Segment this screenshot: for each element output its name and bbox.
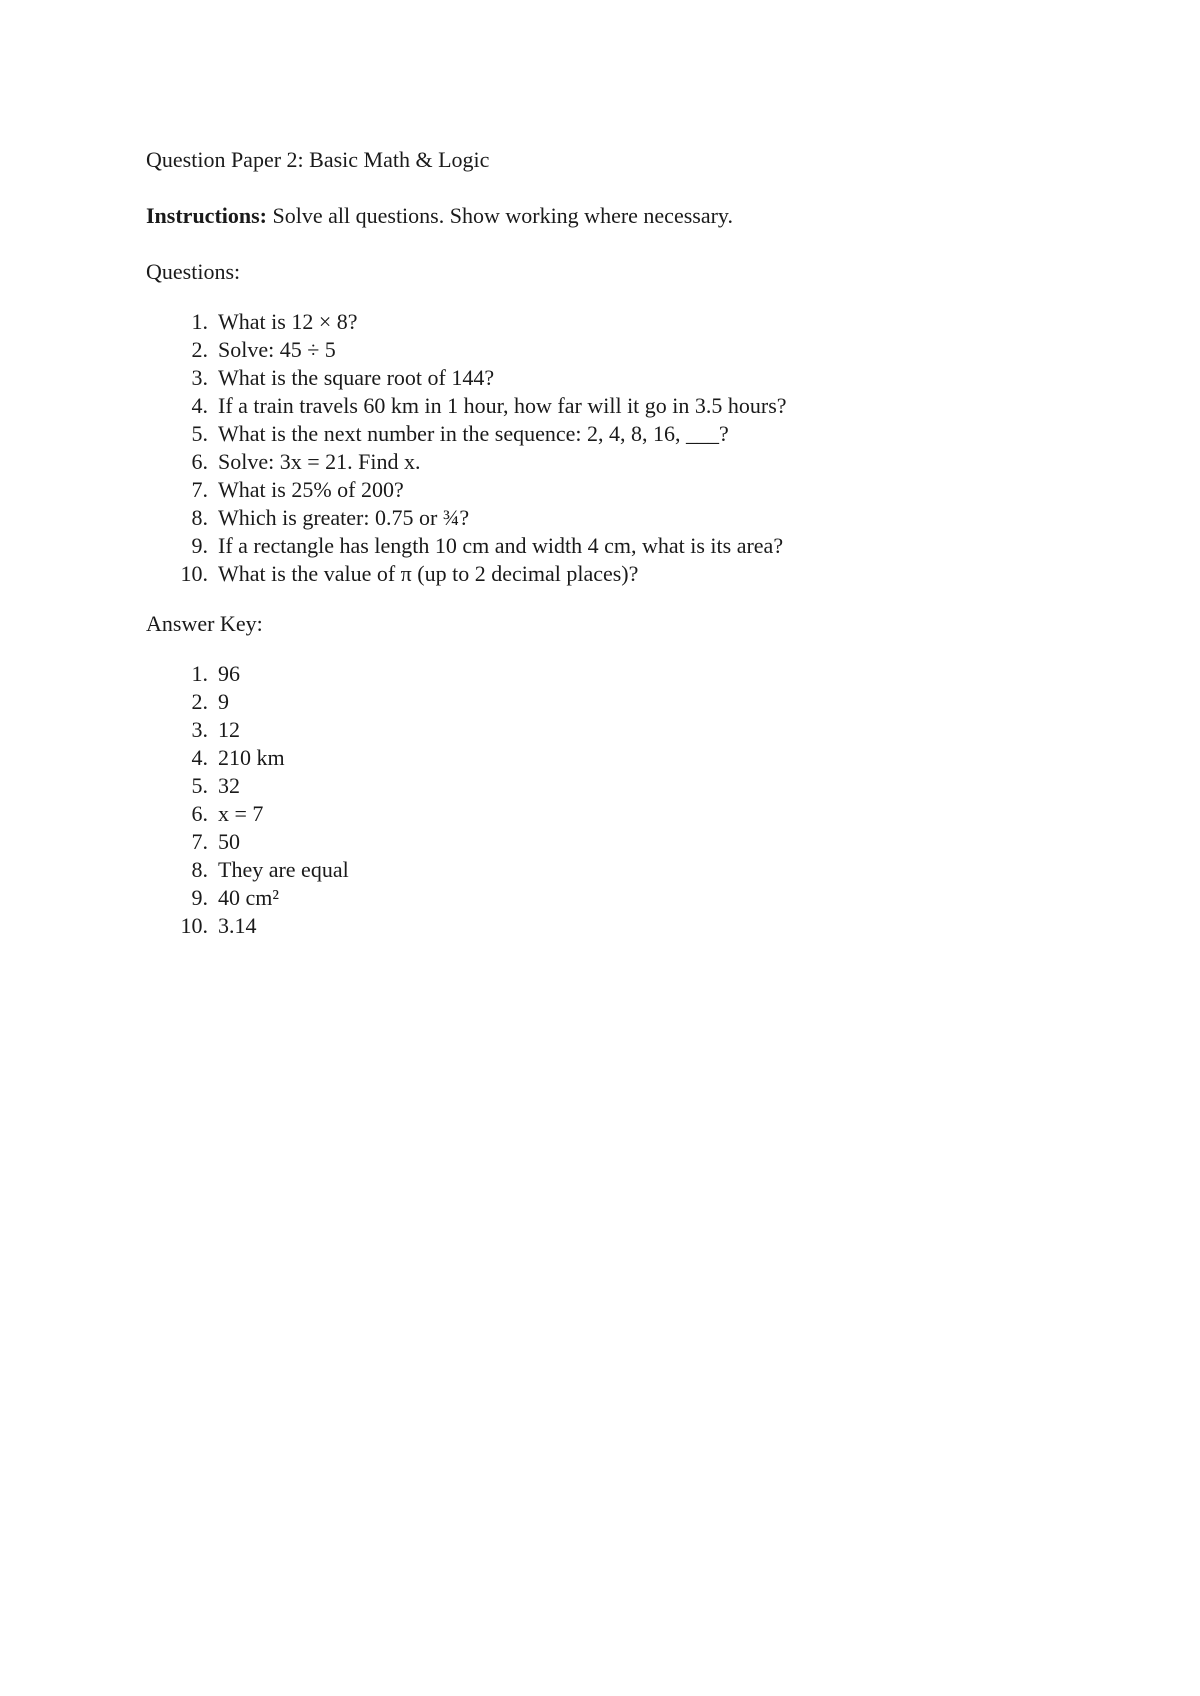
question-item <box>146 560 1106 588</box>
answer-item-number: 10. <box>180 913 208 938</box>
answer-item-number: 9. <box>191 885 208 910</box>
answer-item-number: 2. <box>191 689 208 714</box>
questions-list <box>146 308 1106 588</box>
instructions-text: Solve all questions. Show working where necessary. <box>267 203 734 228</box>
question-item <box>146 364 1106 392</box>
answer-item-text: 32 <box>218 773 240 798</box>
answer-item-text: 3.14 <box>218 913 257 938</box>
answer-item-text: x = 7 <box>218 801 264 826</box>
question-item-number: 6. <box>191 449 208 474</box>
question-item <box>146 476 1106 504</box>
instructions-paragraph <box>146 196 1106 236</box>
answer-item-text: They are equal <box>218 857 349 882</box>
document-page <box>146 140 1106 956</box>
question-item-number: 9. <box>191 533 208 558</box>
instructions-lead: Instructions: <box>146 203 268 228</box>
question-item <box>146 532 1106 560</box>
answer-item <box>146 884 1106 912</box>
answer-item <box>146 828 1106 856</box>
question-item-number: 7. <box>191 477 208 502</box>
question-item-number: 2. <box>191 337 208 362</box>
answer-item <box>146 912 1106 940</box>
answer-item-text: 96 <box>218 661 240 686</box>
questions-heading: Questions: <box>146 259 241 284</box>
question-item-text: If a train travels 60 km in 1 hour, how far will it go in 3.5 hours? <box>218 393 787 418</box>
answer-item-number: 7. <box>191 829 208 854</box>
question-item-text: If a rectangle has length 10 cm and width 4 cm, what is its area? <box>218 533 784 558</box>
answer-item-number: 8. <box>191 857 208 882</box>
answer-key-list <box>146 660 1106 940</box>
question-item-text: What is the next number in the sequence: 2, 4, 8, 16, ___? <box>218 421 729 446</box>
answer-item-text: 40 cm² <box>218 885 279 910</box>
answer-item <box>146 660 1106 688</box>
answer-item-text: 50 <box>218 829 240 854</box>
answer-item <box>146 744 1106 772</box>
question-item <box>146 448 1106 476</box>
question-item-text: What is 25% of 200? <box>218 477 404 502</box>
answer-item-number: 5. <box>191 773 208 798</box>
answer-item <box>146 688 1106 716</box>
question-item-number: 4. <box>191 393 208 418</box>
answer-item <box>146 772 1106 800</box>
answer-item-number: 6. <box>191 801 208 826</box>
question-item-text: Which is greater: 0.75 or ¾? <box>218 505 470 530</box>
question-item-number: 10. <box>180 561 208 586</box>
answer-item-number: 1. <box>191 661 208 686</box>
answer-item-text: 12 <box>218 717 240 742</box>
question-item-text: What is 12 × 8? <box>218 309 358 334</box>
question-item-number: 8. <box>191 505 208 530</box>
document-title: Question Paper 2: Basic Math & Logic <box>146 147 490 172</box>
answer-item-text: 9 <box>218 689 229 714</box>
question-item-text: Solve: 3x = 21. Find x. <box>218 449 421 474</box>
answer-item-number: 4. <box>191 745 208 770</box>
question-item-text: What is the value of π (up to 2 decimal places)? <box>218 561 639 586</box>
answer-item <box>146 800 1106 828</box>
answer-key-heading: Answer Key: <box>146 611 263 636</box>
question-item <box>146 504 1106 532</box>
question-item-number: 5. <box>191 421 208 446</box>
question-item-text: What is the square root of 144? <box>218 365 495 390</box>
answer-item-number: 3. <box>191 717 208 742</box>
answer-item <box>146 856 1106 884</box>
question-item <box>146 308 1106 336</box>
question-item-number: 1. <box>191 309 208 334</box>
question-item <box>146 420 1106 448</box>
question-item <box>146 392 1106 420</box>
question-item <box>146 336 1106 364</box>
question-item-number: 3. <box>191 365 208 390</box>
answer-item <box>146 716 1106 744</box>
answer-item-text: 210 km <box>218 745 285 770</box>
question-item-text: Solve: 45 ÷ 5 <box>218 337 336 362</box>
